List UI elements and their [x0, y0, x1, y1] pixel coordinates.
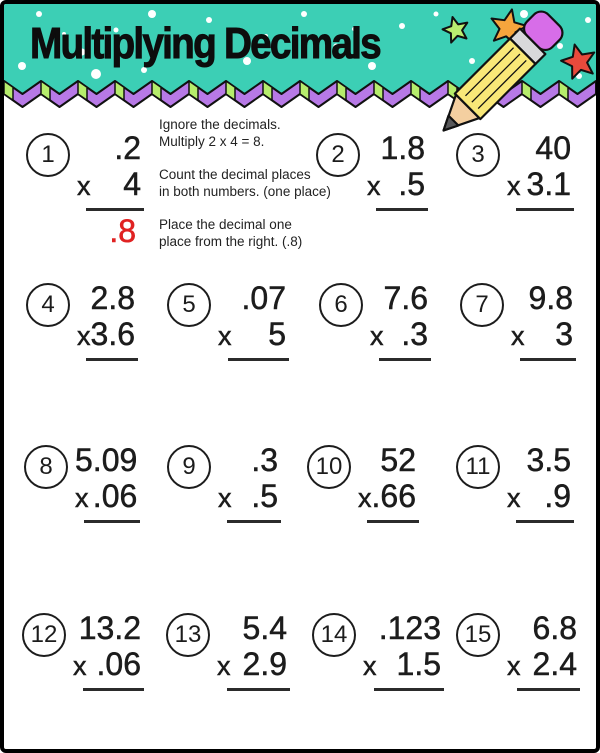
- answer-line: [379, 358, 431, 361]
- problem-number-circle: [167, 283, 211, 327]
- problem-number-circle: [24, 445, 68, 489]
- problem-number: 14: [320, 621, 348, 648]
- instruction-step-1: Ignore the decimals. Multiply 2 x 4 = 8.: [159, 117, 281, 149]
- problem-bottom-row: [77, 166, 144, 204]
- problem-4: [26, 280, 138, 361]
- problem-work: [507, 442, 574, 523]
- problem-number-circle: [167, 445, 211, 489]
- star-green-icon: [440, 14, 471, 44]
- problem-number: 2: [331, 141, 345, 168]
- problem-answer: .8: [109, 213, 136, 249]
- polka-dot: [36, 11, 42, 17]
- problem-top-operand: 13.2: [78, 610, 141, 646]
- problem-bottom-operand: 3.1: [526, 166, 571, 202]
- answer-line: [228, 358, 289, 361]
- problem-number-circle: [319, 283, 363, 327]
- problem-bottom-row: [75, 478, 140, 516]
- multiply-sign: x: [77, 321, 91, 351]
- problem-bottom-row: [370, 316, 431, 354]
- problem-work: [363, 610, 444, 691]
- answer-line: [367, 520, 419, 523]
- problem-top-operand: 5.09: [75, 442, 138, 478]
- problem-work: [218, 280, 289, 361]
- multiply-sign: x: [358, 483, 372, 513]
- polka-dot: [91, 69, 101, 79]
- multiply-sign: x: [217, 651, 231, 681]
- problem-bottom-operand: .9: [544, 478, 571, 514]
- problem-number-circle: [316, 133, 360, 177]
- multiply-sign: x: [218, 483, 232, 513]
- problem-work: [73, 610, 144, 691]
- problem-12: [22, 610, 144, 691]
- problem-work: [358, 442, 419, 523]
- problem-number: 4: [41, 291, 55, 318]
- problem-11: [456, 442, 574, 523]
- problem-work: [507, 610, 580, 691]
- multiply-sign: x: [363, 651, 377, 681]
- problem-bottom-operand: .66: [371, 478, 416, 514]
- problem-bottom-operand: .5: [398, 166, 425, 202]
- instruction-step-2: Count the decimal places in both numbers. (one place): [159, 167, 331, 199]
- problem-top-operand: .123: [378, 610, 441, 646]
- answer-line: [376, 208, 428, 211]
- star-red-icon: [558, 40, 599, 80]
- problem-bottom-row: [507, 478, 574, 516]
- problem-7: [460, 280, 576, 361]
- problem-number-circle: [456, 445, 500, 489]
- multiply-sign: x: [77, 171, 91, 201]
- problem-bottom-row: [363, 646, 444, 684]
- problem-number: 6: [334, 291, 348, 318]
- problem-top-operand: .3: [251, 442, 278, 478]
- problem-15: [456, 610, 580, 691]
- problem-top-operand: 52: [380, 442, 416, 478]
- problem-bottom-row: [77, 316, 138, 354]
- multiply-sign: x: [507, 171, 521, 201]
- problem-number: 15: [464, 621, 492, 648]
- problem-work: [75, 442, 140, 523]
- problem-top-operand: .07: [241, 280, 286, 316]
- polka-dot: [148, 10, 156, 18]
- problem-work: [217, 610, 290, 691]
- multiply-sign: x: [507, 651, 521, 681]
- problem-5: [167, 280, 289, 361]
- multiply-sign: x: [511, 321, 525, 351]
- problem-bottom-operand: 3: [555, 316, 573, 352]
- problem-top-operand: 2.8: [90, 280, 135, 316]
- problem-number-circle: [456, 613, 500, 657]
- problem-14: [312, 610, 444, 691]
- problem-number-circle: [312, 613, 356, 657]
- problem-8: [24, 442, 140, 523]
- answer-line: [227, 520, 281, 523]
- problem-number: 1: [41, 141, 55, 168]
- answer-line: [517, 688, 580, 691]
- problem-1: [26, 130, 144, 251]
- problem-top-operand: 9.8: [528, 280, 573, 316]
- problem-bottom-operand: 4: [123, 166, 141, 202]
- answer-line: [374, 688, 444, 691]
- problem-bottom-operand: 2.4: [532, 646, 577, 682]
- instruction-step-3: Place the decimal one place from the right. (.8): [159, 217, 303, 249]
- problem-number-circle: [22, 613, 66, 657]
- multiply-sign: x: [75, 483, 89, 513]
- pencil-and-stars-decoration: [412, 8, 600, 144]
- multiply-sign: x: [370, 321, 384, 351]
- problem-number: 7: [475, 291, 489, 318]
- problem-top-operand: 1.8: [380, 130, 425, 166]
- problem-bottom-row: [507, 646, 580, 684]
- problem-10: [307, 442, 419, 523]
- answer-line: [84, 520, 140, 523]
- problem-top-operand: 7.6: [383, 280, 428, 316]
- problem-top-operand: 40: [535, 130, 571, 166]
- problem-number-circle: [26, 133, 70, 177]
- problem-bottom-row: [511, 316, 576, 354]
- answer-line: [86, 358, 138, 361]
- problem-bottom-row: [358, 478, 419, 516]
- problem-number: 12: [30, 621, 58, 648]
- answer-line: [516, 520, 574, 523]
- page-title: Multiplying Decimals: [30, 19, 380, 68]
- problem-top-operand: 5.4: [242, 610, 287, 646]
- problem-number: 9: [182, 453, 196, 480]
- problem-bottom-operand: .3: [401, 316, 428, 352]
- polka-dot: [301, 11, 307, 17]
- multiply-sign: x: [218, 321, 232, 351]
- problem-number: 3: [471, 141, 485, 168]
- problem-top-operand: 6.8: [532, 610, 577, 646]
- problem-number: 8: [39, 453, 53, 480]
- problem-bottom-row: [73, 646, 144, 684]
- problem-9: [167, 442, 281, 523]
- answer-line: [520, 358, 576, 361]
- problem-bottom-operand: 5: [268, 316, 286, 352]
- problem-13: [166, 610, 290, 691]
- problem-number: 10: [315, 453, 343, 480]
- problem-bottom-row: [218, 316, 289, 354]
- answer-line: [83, 688, 144, 691]
- problem-work: [218, 442, 281, 523]
- problem-bottom-operand: 1.5: [396, 646, 441, 682]
- multiply-sign: x: [73, 651, 87, 681]
- answer-line: [516, 208, 574, 211]
- polka-dot: [399, 23, 405, 29]
- problem-bottom-row: [217, 646, 290, 684]
- answer-line: [227, 688, 290, 691]
- problem-number: 11: [465, 453, 491, 480]
- multiply-sign: x: [367, 171, 381, 201]
- problem-number-circle: [166, 613, 210, 657]
- problem-bottom-row: [507, 166, 574, 204]
- problem-bottom-operand: .06: [96, 646, 141, 682]
- problem-work: [370, 280, 431, 361]
- problem-number-circle: [26, 283, 70, 327]
- problem-top-operand: 3.5: [526, 442, 571, 478]
- problem-number-circle: [307, 445, 351, 489]
- problem-6: [319, 280, 431, 361]
- problem-bottom-row: [367, 166, 428, 204]
- problem-number: 5: [182, 291, 196, 318]
- polka-dot: [18, 62, 26, 70]
- problem-top-operand: .2: [114, 130, 141, 166]
- problem-bottom-row: [218, 478, 281, 516]
- problem-work: [77, 130, 144, 251]
- problem-bottom-operand: .06: [92, 478, 138, 514]
- problem-bottom-operand: 2.9: [242, 646, 287, 682]
- problem-work: [77, 280, 138, 361]
- problem-bottom-operand: .5: [251, 478, 278, 514]
- problem-work: [511, 280, 576, 361]
- problem-bottom-operand: 3.6: [90, 316, 135, 352]
- problem-number-circle: [460, 283, 504, 327]
- problem-number: 13: [174, 621, 202, 648]
- multiply-sign: x: [507, 483, 521, 513]
